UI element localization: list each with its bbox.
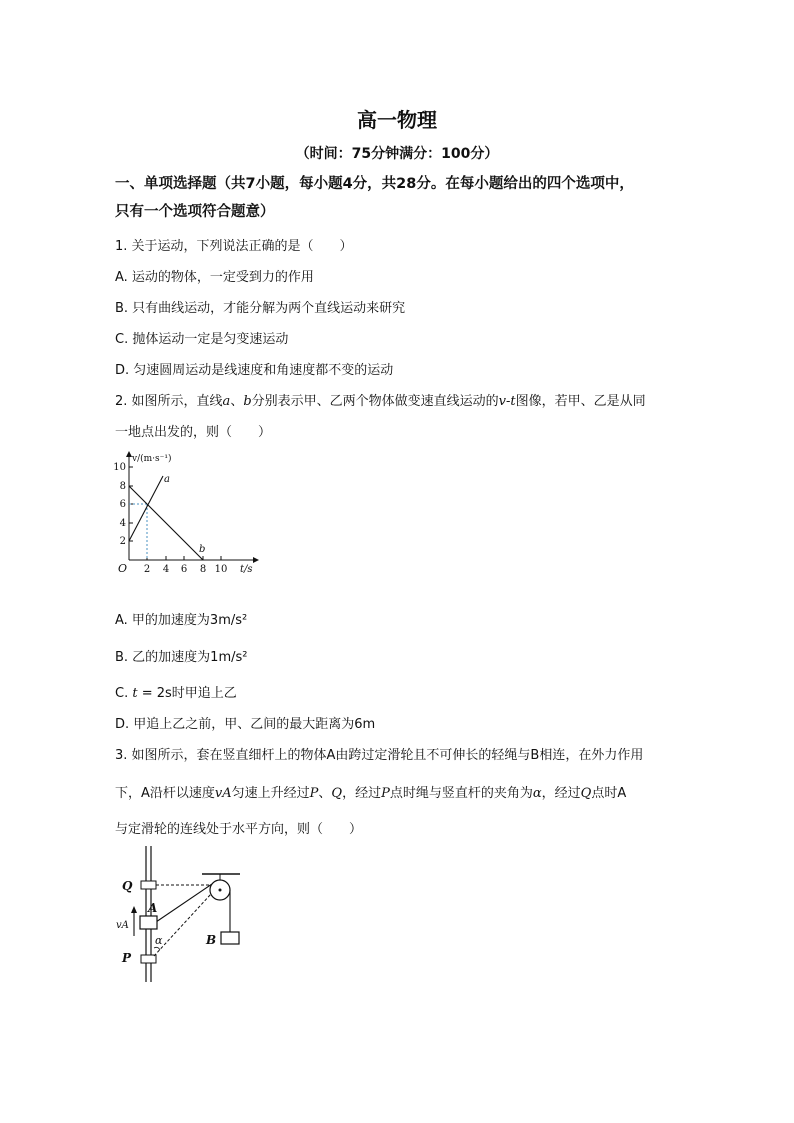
label-b: B [206, 933, 217, 947]
q3-stem-line2: 下，A沿杆以速度vA匀速上升经过P、Q，经过P点时绳与竖直杆的夹角为α，经过Q点时A [115, 786, 627, 801]
section-heading [115, 170, 700, 226]
q2-option-b: B. 乙的加速度为1m/s² [115, 650, 248, 665]
alpha-arc [154, 947, 160, 950]
x-tick-4: 4 [162, 564, 170, 575]
q2-option-c: C. t = 2s时甲追上乙 [115, 686, 237, 701]
dashed-p-line [154, 894, 211, 956]
x-tick-10: 10 [214, 564, 228, 575]
q3-stem-line1: 3. 如图所示，套在竖直细杆上的物体A由跨过定滑轮且不可伸长的轻绳与B相连，在外力作用 [115, 748, 644, 763]
label-p: P [122, 951, 132, 965]
var-vt: v-t [498, 394, 516, 409]
vt-graph [110, 448, 270, 578]
block-b [221, 932, 239, 944]
q1-option-c: C. 抛体运动一定是匀变速运动 [115, 332, 289, 347]
y-tick-4: 4 [119, 518, 126, 529]
y-tick-8: 8 [119, 481, 126, 492]
rope-a [156, 884, 212, 922]
section-heading-line1: 一、单项选择题（共7小题，每小题4分，共28分。在每小题给出的四个选项中， [115, 176, 634, 192]
y-axis-label: v/(m·s⁻¹) [132, 454, 172, 464]
x-tick-8: 8 [199, 564, 207, 575]
var-vA: vA [214, 786, 232, 801]
y-tick-2: 2 [119, 536, 126, 547]
label-alpha: α [155, 934, 163, 947]
q2-option-a: A. 甲的加速度为3m/s² [115, 613, 248, 628]
y-tick-6: 6 [119, 499, 126, 510]
q3-stem-line3: 与定滑轮的连线处于水平方向，则（ ） [115, 822, 363, 837]
q-marker [141, 881, 156, 889]
var-b: b [243, 394, 252, 409]
section-heading-line2: 只有一个选项符合题意） [115, 204, 275, 220]
origin-label: O [118, 562, 128, 575]
line-a [129, 476, 163, 541]
exam-info: （时间：75分钟满分：100分） [295, 146, 499, 162]
q1-stem: 1. 关于运动，下列说法正确的是（ ） [115, 239, 353, 254]
var-a: a [222, 394, 231, 409]
line-b-label: b [199, 544, 206, 555]
p-marker [141, 955, 156, 963]
label-va: vA [116, 920, 129, 931]
x-tick-2: 2 [143, 564, 151, 575]
label-q: Q [122, 879, 133, 893]
x-tick-6: 6 [180, 564, 188, 575]
var-t: t [132, 686, 138, 701]
object-a [140, 916, 157, 929]
q1-option-d: D. 匀速圆周运动是线速度和角速度都不变的运动 [115, 363, 394, 378]
page-title: 高一物理 [357, 108, 437, 132]
q1-option-b: B. 只有曲线运动，才能分解为两个直线运动来研究 [115, 301, 406, 316]
y-tick-10: 10 [113, 462, 126, 473]
line-b [129, 486, 206, 560]
q2-option-d: D. 甲追上乙之前，甲、乙间的最大距离为6m [115, 717, 376, 732]
label-a: A [148, 901, 158, 915]
var-alpha: α [532, 786, 542, 801]
q2-stem-line1: 2. 如图所示，直线a、b分别表示甲、乙两个物体做变速直线运动的v-t图像，若甲、乙是从同 [115, 394, 646, 409]
q2-stem-line2: 一地点出发的，则（ ） [115, 425, 272, 440]
q1-option-a: A. 运动的物体，一定受到力的作用 [115, 270, 314, 285]
x-axis-label: t/s [240, 564, 253, 575]
line-a-label: a [164, 474, 170, 485]
pulley-figure [110, 844, 250, 984]
